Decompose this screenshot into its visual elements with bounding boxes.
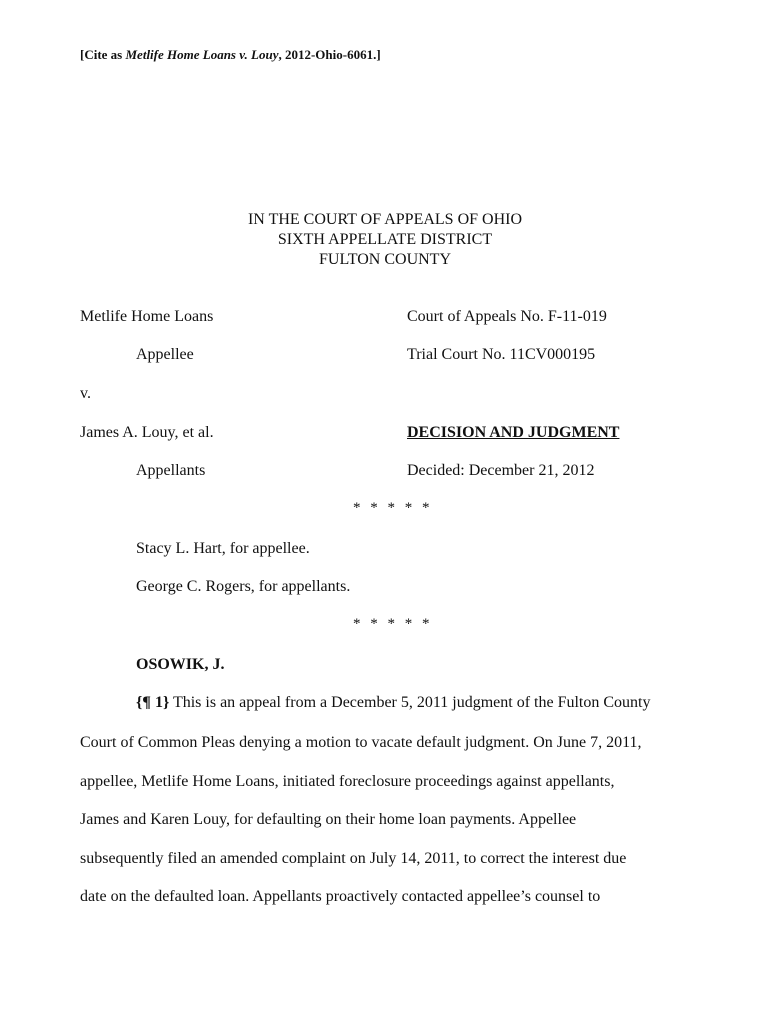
appeals-case-number: Court of Appeals No. F-11-019 [407, 308, 607, 325]
versus: v. [80, 385, 91, 402]
judge-name: OSOWIK, J. [136, 656, 225, 673]
appellant-role: Appellants [136, 462, 206, 479]
court-county: FULTON COUNTY [318, 251, 451, 268]
appellant-name: James A. Louy, et al. [80, 424, 214, 441]
paragraph-line: James and Karen Louy, for defaulting on their home loan payments. Appellee [80, 811, 577, 828]
decision-title: DECISION AND JUDGMENT [407, 424, 620, 441]
paragraph-line: date on the defaulted loan. Appellants proactively contacted appellee’s counsel to [80, 888, 601, 905]
counsel-appellants: George C. Rogers, for appellants. [136, 578, 351, 595]
decided-date: Decided: December 21, 2012 [407, 462, 595, 479]
paragraph-line: subsequently filed an amended complaint on July 14, 2011, to correct the interest due [80, 850, 627, 867]
citation-prefix: [Cite as [80, 47, 126, 62]
appellee-role: Appellee [136, 346, 194, 363]
court-district: SIXTH APPELLATE DISTRICT [277, 231, 493, 248]
paragraph-line [136, 694, 651, 712]
counsel-appellee: Stacy L. Hart, for appellee. [136, 540, 310, 557]
citation-case-name: Metlife Home Loans v. Louy [125, 47, 279, 62]
trial-case-number: Trial Court No. 11CV000195 [407, 346, 596, 363]
separator-bottom: * * * * * [353, 616, 433, 632]
appellee-name: Metlife Home Loans [80, 308, 214, 325]
citation-suffix: , 2012-Ohio-6061.] [278, 47, 381, 62]
paragraph-line-text: This is an appeal from a December 5, 2011 judgment of the Fulton County [169, 694, 651, 711]
court-name: IN THE COURT OF APPEALS OF OHIO [247, 211, 523, 228]
citation-header [80, 47, 381, 63]
paragraph-line: Court of Common Pleas denying a motion to vacate default judgment. On June 7, 2011, [80, 734, 642, 751]
separator-top: * * * * * [353, 500, 433, 516]
paragraph-marker: {¶ 1} [136, 694, 170, 711]
paragraph-line: appellee, Metlife Home Loans, initiated foreclosure proceedings against appellants, [80, 773, 615, 790]
